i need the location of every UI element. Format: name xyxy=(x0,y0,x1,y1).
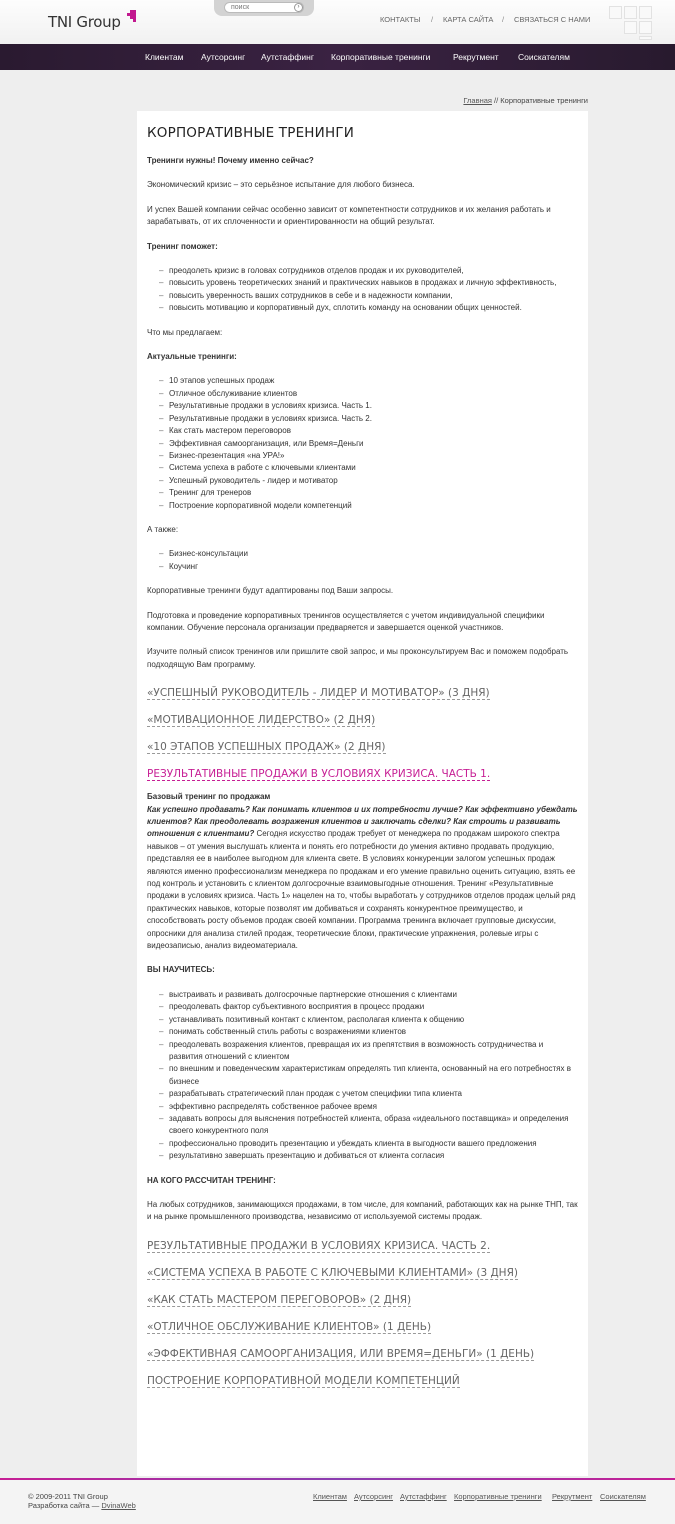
detail-text: Сегодня искусство продаж требует от менеджера по продажам широкого спектра навыков – от умения выслушать клиента и понять его потребности до умения активно продавать продукцию, представляя ее в наиболее выгодном для клиента свете. В условиях конкуренции залогом успешных продаж являются именно профессионализм менеджера по продажам и его умение правильно оценить ситуацию, взять ее под контроль и установить с клиентом долгосрочные взаимовыгодные отношения. Тренинг «Результативные продажи в условиях кризиса. Часть 1» нацелен на то, чтобы выработать у сотрудников отделов продаж целый ряд практических навыков, которые позволят им добиваться и сохранять конкурентное преимущество, и способствовать росту объемов продаж своей компании. Программа тренинга включает групповые дискуссии, опросники для анализа стилей продаж, теоретические блоки, практические упражнения, ролевые игры с видеозаписью, анализ видеоматериала. xyxy=(147,829,576,951)
list-item: – преодолевать фактор субъективного восприятия в процесс продажи xyxy=(159,1001,578,1013)
dev-prefix: Разработка сайта — xyxy=(28,1501,102,1510)
paragraph: Что мы предлагаем: xyxy=(147,327,223,337)
list-item: – Тренинг для тренеров xyxy=(159,487,578,499)
copyright-block xyxy=(28,1492,136,1510)
training-link[interactable] xyxy=(147,741,578,754)
list-item: – преодолевать возражения клиентов, превращая их из препятствия в возможность сотрудничества и развития отношений с клиентом xyxy=(159,1039,578,1064)
training-link-label: «МОТИВАЦИОННОЕ ЛИДЕРСТВО» (2 ДНЯ) xyxy=(147,714,376,727)
list-item: – повысить уровень теоретических знаний и практических навыков в продажах и личную эффективность, xyxy=(159,277,578,289)
training-link-active[interactable] xyxy=(147,768,578,781)
footer-link-clients[interactable]: Клиентам xyxy=(313,1492,347,1501)
util-link-contacts[interactable]: КОНТАКТЫ xyxy=(380,15,421,24)
page-title: КОРПОРАТИВНЫЕ ТРЕНИНГИ xyxy=(147,125,355,141)
nav-outstaffing[interactable]: Аутстаффинг xyxy=(261,52,314,62)
util-sep: / xyxy=(502,15,505,24)
logo[interactable]: TNI Group xyxy=(48,13,121,31)
list-item: – Результативные продажи в условиях кризиса. Часть 2. xyxy=(159,413,578,425)
list-item: – повысить уверенность ваших сотрудников в себе и в надежности компании, xyxy=(159,290,578,302)
logo-squares-icon xyxy=(124,10,136,22)
list-item: – повысить мотивацию и корпоративный дух, сплотить команду на основании общих ценностей. xyxy=(159,302,578,314)
nav-applicants[interactable]: Соискателям xyxy=(518,52,570,62)
training-link[interactable] xyxy=(147,1294,578,1307)
paragraph: Подготовка и проведение корпоративных тренингов осуществляется с учетом индивидуальной специфики компании. Обучение персонала организации предваряется и завершается оценкой участников. xyxy=(147,610,545,632)
nav-corporate-trainings[interactable]: Корпоративные тренинги xyxy=(331,52,431,62)
content-panel xyxy=(137,111,588,1476)
training-link[interactable] xyxy=(147,687,578,700)
training-link[interactable] xyxy=(147,1267,578,1280)
detail-title: Базовый тренинг по продажам xyxy=(147,792,271,802)
list-item: – Построение корпоративной модели компетенций xyxy=(159,500,578,512)
list-item: – устанавливать позитивный контакт с клиентом, располагая клиента к общению xyxy=(159,1014,578,1026)
audience-heading: НА КОГО РАССЧИТАН ТРЕНИНГ: xyxy=(147,1175,276,1185)
list-item: – Коучинг xyxy=(159,561,578,573)
list-item: – Результативные продажи в условиях кризиса. Часть 1. xyxy=(159,400,578,412)
paragraph: А также: xyxy=(147,524,179,534)
search-input[interactable] xyxy=(224,2,304,13)
list-item: – Бизнес-консультации xyxy=(159,548,578,560)
training-link-label: «ОТЛИЧНОЕ ОБСЛУЖИВАНИЕ КЛИЕНТОВ» (1 ДЕНЬ) xyxy=(147,1320,432,1333)
list-item: – результативно завершать презентацию и добиваться от клиента согласия xyxy=(159,1150,578,1162)
training-link-label: РЕЗУЛЬТАТИВНЫЕ ПРОДАЖИ В УСЛОВИЯХ КРИЗИСА. ЧАСТЬ 2. xyxy=(147,1239,491,1252)
util-sep: / xyxy=(431,15,434,24)
util-link-sitemap[interactable]: КАРТА САЙТА xyxy=(443,15,494,24)
actual-list xyxy=(159,375,578,511)
footer-link-corporate-trainings[interactable]: Корпоративные тренинги xyxy=(454,1492,542,1501)
detail-questions: Как успешно продавать? Как понимать клиентов и их потребности лучше? Как эффективно убеждать клиентов? Как преодолевать возражения клиентов и заключать сделки? Как строить и развивать отношения с клиентами? xyxy=(147,804,578,839)
breadcrumb-home[interactable]: Главная xyxy=(463,96,492,105)
list-item: – Система успеха в работе с ключевыми клиентами xyxy=(159,462,578,474)
search-box xyxy=(214,0,314,16)
list-item: – выстраивать и развивать долгосрочные партнерские отношения с клиентами xyxy=(159,989,578,1001)
training-link[interactable] xyxy=(147,1321,578,1334)
training-link[interactable] xyxy=(147,714,578,727)
footer-link-outstaffing[interactable]: Аутстаффинг xyxy=(400,1492,447,1501)
paragraph: На любых сотрудников, занимающихся продажами, в том числе, для компаний, работающих как на рынке ТНП, так и на рынке промышленного производства, независимо от используемой системы продаж. xyxy=(147,1199,578,1222)
main-nav xyxy=(0,44,675,70)
list-item: – понимать собственный стиль работы с возражениями клиентов xyxy=(159,1026,578,1038)
paragraph: Корпоративные тренинги будут адаптированы под Ваши запросы. xyxy=(147,586,394,596)
also-list xyxy=(159,548,578,573)
list-item: – эффективно распределять собственное рабочее время xyxy=(159,1101,578,1113)
nav-outsourcing[interactable]: Аутсорсинг xyxy=(201,52,246,62)
paragraph: Экономический кризис – это серьёзное испытание для любого бизнеса. xyxy=(147,180,415,190)
paragraph: Изучите полный список тренингов или пришлите свой запрос, и мы проконсультируем Вас и поможем подобрать подходящую Вам программу. xyxy=(147,647,569,669)
help-heading: Тренинг поможет: xyxy=(147,241,218,251)
list-item: – по внешним и поведенческим характеристикам определять тип клиента, основанный на его потребностях в бизнесе xyxy=(159,1063,578,1088)
breadcrumb xyxy=(463,96,588,105)
breadcrumb-sep: // xyxy=(491,96,501,105)
training-link[interactable] xyxy=(147,1240,578,1253)
list-item: – разрабатывать стратегический план продаж с учетом специфики типа клиента xyxy=(159,1088,578,1100)
util-link-contact-us[interactable]: СВЯЗАТЬСЯ С НАМИ xyxy=(514,15,591,24)
list-item: – Бизнес-презентация «на УРА!» xyxy=(159,450,578,462)
list-item: – Как стать мастером переговоров xyxy=(159,425,578,437)
intro-heading: Тренинги нужны! Почему именно сейчас? xyxy=(147,156,314,165)
training-link-label: «ЭФФЕКТИВНАЯ САМООРГАНИЗАЦИЯ, ИЛИ ВРЕМЯ=ДЕНЬГИ» (1 ДЕНЬ) xyxy=(147,1347,535,1360)
help-list xyxy=(159,265,578,315)
list-item: – Успешный руководитель - лидер и мотиватор xyxy=(159,475,578,487)
training-link-label: «УСПЕШНЫЙ РУКОВОДИТЕЛЬ - ЛИДЕР И МОТИВАТОР» (3 ДНЯ) xyxy=(147,687,490,700)
training-link-label: «КАК СТАТЬ МАСТЕРОМ ПЕРЕГОВОРОВ» (2 ДНЯ) xyxy=(147,1293,412,1306)
footer-link-outsourcing[interactable]: Аутсорсинг xyxy=(354,1492,394,1501)
training-link-label: РЕЗУЛЬТАТИВНЫЕ ПРОДАЖИ В УСЛОВИЯХ КРИЗИСА. ЧАСТЬ 1. xyxy=(147,768,491,781)
search-button[interactable]: › xyxy=(294,3,303,12)
nav-clients[interactable]: Клиентам xyxy=(145,52,184,62)
list-item: – профессионально проводить презентацию и убеждать клиента в выгодности вашего предложения xyxy=(159,1138,578,1150)
training-link-label: «10 ЭТАПОВ УСПЕШНЫХ ПРОДАЖ» (2 ДНЯ) xyxy=(147,741,386,754)
list-item: – преодолеть кризис в головах сотрудников отделов продаж и их руководителей, xyxy=(159,265,578,277)
training-link[interactable] xyxy=(147,1375,578,1388)
copyright: © 2009-2011 TNI Group xyxy=(28,1492,108,1501)
training-link-label: ПОСТРОЕНИЕ КОРПОРАТИВНОЙ МОДЕЛИ КОМПЕТЕНЦИЙ xyxy=(147,1374,460,1387)
list-item: – Отличное обслуживание клиентов xyxy=(159,388,578,400)
learn-heading: ВЫ НАУЧИТЕСЬ: xyxy=(147,965,215,975)
list-item: – Эффективная самоорганизация, или Время=Деньги xyxy=(159,438,578,450)
top-bar xyxy=(0,0,675,44)
training-link[interactable] xyxy=(147,1348,578,1361)
list-item: – задавать вопросы для выяснения потребностей клиента, образа «идеального поставщика» и определения своего конкурентного поля xyxy=(159,1113,578,1138)
training-link-label: «СИСТЕМА УСПЕХА В РАБОТЕ С КЛЮЧЕВЫМИ КЛИЕНТАМИ» (3 ДНЯ) xyxy=(147,1266,518,1279)
list-item: – 10 этапов успешных продаж xyxy=(159,375,578,387)
footer-link-applicants[interactable]: Соискателям xyxy=(600,1492,646,1501)
dev-link[interactable]: DvinaWeb xyxy=(101,1501,136,1510)
breadcrumb-current: Корпоративные тренинги xyxy=(500,96,588,105)
footer-link-recruitment[interactable]: Рекрутмент xyxy=(552,1492,593,1501)
nav-recruitment[interactable]: Рекрутмент xyxy=(453,52,499,62)
corner-grid-decoration xyxy=(609,6,667,40)
paragraph: И успех Вашей компании сейчас особенно зависит от компетентности сотрудников и их желания работать и зарабатывать, от их сплоченности и ориентированности на общий результат. xyxy=(147,204,551,227)
footer xyxy=(0,1480,675,1524)
learn-list xyxy=(159,989,578,1163)
actual-heading: Актуальные тренинги: xyxy=(147,352,237,362)
